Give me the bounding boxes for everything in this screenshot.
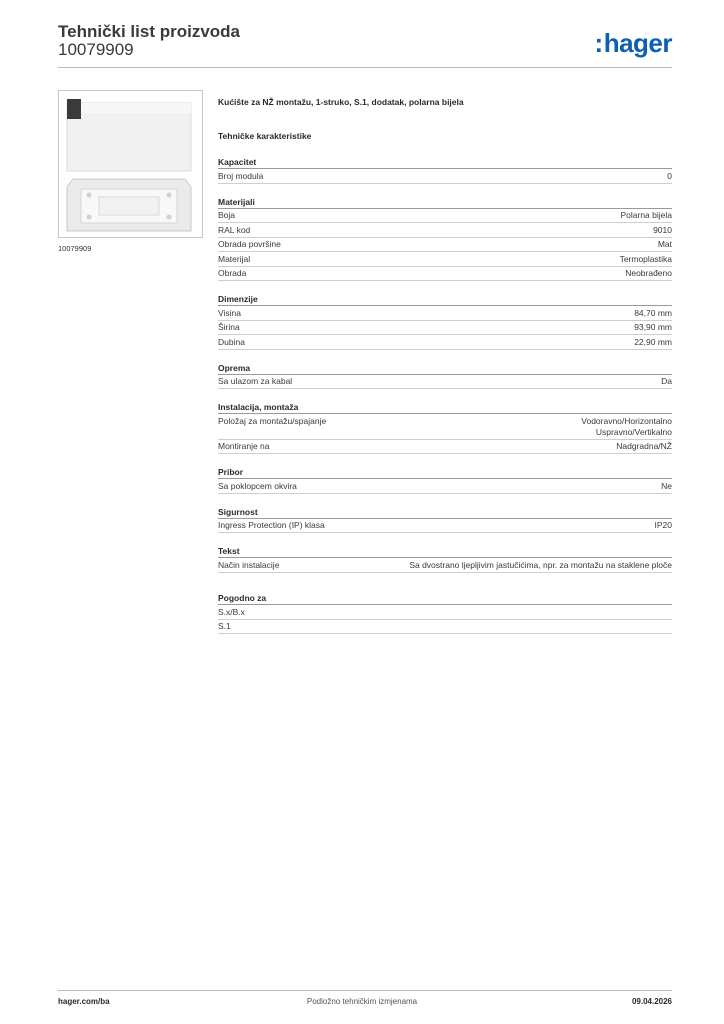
spec-row: [218, 238, 672, 253]
technical-characteristics-heading: Tehničke karakteristike: [218, 131, 312, 141]
spec-value-line: Polarna bijela: [620, 210, 672, 220]
spec-label: Položaj za montažu/spajanje: [218, 415, 327, 426]
suitable-item: [218, 620, 672, 635]
spec-row: [218, 558, 672, 573]
spec-label: Boja: [218, 210, 236, 220]
spec-row: [218, 414, 672, 440]
spec-label: Materijal: [218, 253, 251, 264]
footer-notice: Podložno tehničkim izmjenama: [306, 997, 418, 1006]
spec-value: [620, 210, 672, 221]
spec-section: [218, 466, 672, 494]
spec-value: [581, 416, 672, 438]
footer-divider: [58, 990, 672, 991]
spec-label: Sa poklopcem okvira: [218, 480, 297, 491]
spec-value-line: Mat: [657, 239, 672, 249]
spec-row: [218, 321, 672, 336]
section-title: Oprema: [218, 362, 672, 375]
spec-value-line: Uspravno/Vertikalno: [595, 426, 672, 437]
specs-list: [218, 156, 672, 585]
spec-value-line: 93,90 mm: [634, 322, 672, 332]
product-description: Kućište za NŽ montažu, 1-struko, S.1, dodatak, polarna bijela: [218, 97, 464, 107]
suitable-item-label: S.x/B.x: [218, 606, 245, 617]
spec-section: [218, 196, 672, 282]
enclosure-illustration: [59, 91, 202, 237]
spec-value: [634, 308, 672, 319]
spec-value: [634, 337, 672, 348]
section-title: Dimenzije: [218, 293, 672, 306]
page-title: Tehnički list proizvoda: [58, 22, 240, 41]
spec-label: Obrada: [218, 268, 247, 278]
spec-label: Visina: [218, 307, 241, 318]
spec-row: [218, 479, 672, 494]
spec-value-line: Termoplastika: [619, 253, 672, 264]
spec-value-line: IP20: [654, 520, 672, 530]
spec-label: Način instalacije: [218, 559, 280, 570]
spec-value: [620, 254, 672, 265]
spec-label: Broj modula: [218, 170, 264, 181]
product-code: 10079909: [58, 40, 134, 59]
spec-value-line: 84,70 mm: [634, 307, 672, 318]
section-title: Kapacitet: [218, 156, 672, 169]
section-title: Tekst: [218, 545, 672, 558]
spec-label: Širina: [218, 322, 240, 332]
spec-value: [661, 481, 672, 492]
spec-value: [409, 560, 672, 571]
spec-section: [218, 545, 672, 573]
logo-colon-icon: :: [594, 28, 603, 58]
section-title: Materijali: [218, 196, 672, 209]
spec-label: Sa ulazom za kabal: [218, 376, 293, 386]
spec-row: [218, 169, 672, 184]
spec-value-line: Vodoravno/Horizontalno: [581, 415, 672, 426]
spec-row: [218, 440, 672, 455]
spec-value: [625, 268, 672, 279]
spec-value-line: 22,90 mm: [634, 336, 672, 347]
spec-value: [616, 441, 672, 452]
section-title: Instalacija, montaža: [218, 401, 672, 414]
logo-text: hager: [603, 28, 672, 58]
spec-row: [218, 252, 672, 267]
suitable-item-label: S.1: [218, 621, 231, 631]
spec-label: RAL kod: [218, 224, 251, 235]
suitable-for-section: [218, 592, 672, 634]
spec-value-line: Sa dvostrano ljepljivim jastučićima, npr. za montažu na staklene ploče: [409, 559, 672, 570]
spec-value: [634, 322, 672, 333]
spec-label: Ingress Protection (IP) klasa: [218, 520, 325, 530]
section-title: Pribor: [218, 466, 672, 479]
section-title: Pogodno za: [218, 592, 672, 605]
spec-value: [653, 225, 672, 236]
footer-date: 09.04.2026: [631, 997, 672, 1006]
spec-label: Montiranje na: [218, 441, 270, 451]
spec-section: [218, 401, 672, 454]
hager-logo: [595, 28, 672, 59]
image-caption: 10079909: [58, 244, 92, 253]
footer-website: hager.com/ba: [58, 997, 110, 1006]
spec-row: [218, 267, 672, 282]
spec-value: [667, 171, 672, 182]
spec-value-line: 0: [667, 170, 672, 181]
spec-row: [218, 519, 672, 534]
spec-section: [218, 293, 672, 350]
spec-value: [658, 239, 672, 250]
spec-row: [218, 306, 672, 321]
spec-row: [218, 375, 672, 390]
spec-section: [218, 506, 672, 534]
spec-label: Obrada površine: [218, 239, 281, 249]
spec-row: [218, 335, 672, 350]
spec-value: [655, 520, 673, 531]
suitable-item: [218, 605, 672, 620]
spec-value-line: Da: [661, 376, 672, 386]
spec-value-line: Neobrađeno: [625, 268, 672, 278]
spec-value: [661, 376, 672, 387]
spec-label: Dubina: [218, 336, 245, 347]
spec-value-line: Nadgradna/NŽ: [616, 441, 672, 451]
spec-row: [218, 223, 672, 238]
spec-section: [218, 156, 672, 184]
product-image: [58, 90, 203, 238]
spec-value-line: Ne: [661, 480, 672, 491]
spec-value-line: 9010: [653, 224, 672, 235]
section-title: Sigurnost: [218, 506, 672, 519]
spec-row: [218, 209, 672, 224]
header-divider: [58, 67, 672, 68]
spec-section: [218, 362, 672, 390]
